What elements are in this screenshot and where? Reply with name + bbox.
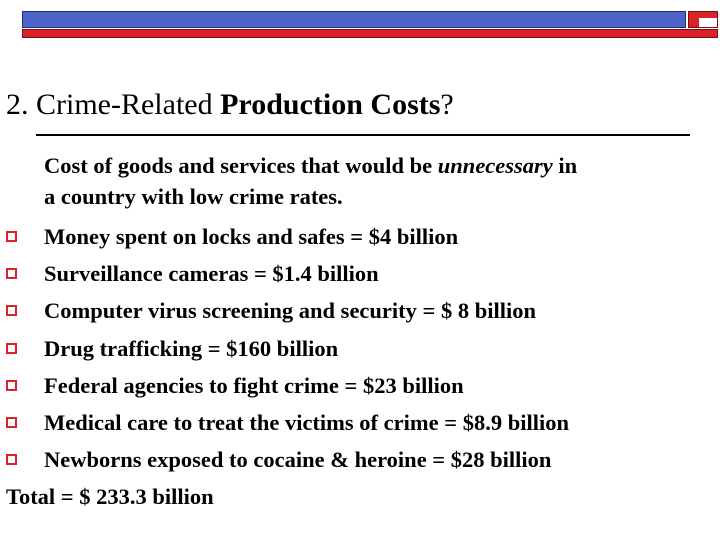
- total-line: Total = $ 233.3 billion: [6, 484, 214, 510]
- list-item: [0, 292, 720, 329]
- header-red-bar: [22, 29, 718, 38]
- hollow-square-bullet-icon: [6, 417, 17, 428]
- intro-line-1: [0, 150, 720, 181]
- hollow-square-bullet-icon: [6, 380, 17, 391]
- list-item: [0, 218, 720, 255]
- slide-title-plain: 2. Crime-Related: [6, 88, 221, 121]
- list-item-text: Drug trafficking = $160 billion: [44, 335, 339, 361]
- list-item: [0, 441, 720, 478]
- intro-text-post: in: [552, 153, 578, 178]
- list-item: [0, 255, 720, 292]
- title-underline: [36, 134, 690, 136]
- slide-title-bold: Production Costs: [220, 88, 441, 121]
- list-item-text: Federal agencies to fight crime = $23 billion: [44, 372, 464, 398]
- hollow-square-bullet-icon: [6, 343, 17, 354]
- intro-text-pre: Cost of goods and services that would be: [44, 153, 438, 178]
- list-item-text: Money spent on locks and safes = $4 billion: [44, 224, 459, 249]
- list-item: [0, 367, 720, 404]
- slide-title-end: ?: [440, 88, 454, 121]
- list-item-text: Medical care to treat the victims of crime = $8.9 billion: [44, 409, 569, 435]
- header-corner-block: [688, 11, 718, 28]
- slide-title: [6, 88, 454, 122]
- list-item: [0, 330, 720, 367]
- hollow-square-bullet-icon: [6, 268, 17, 279]
- intro-text-italic: unnecessary: [437, 153, 553, 178]
- list-item-text: Computer virus screening and security = $ 8 billion: [44, 298, 537, 324]
- hollow-square-bullet-icon: [6, 231, 17, 242]
- intro-line-2: a country with low crime rates.: [44, 184, 343, 209]
- list-item-text: Surveillance cameras = $1.4 billion: [44, 261, 379, 287]
- list-item-text: Newborns exposed to cocaine & heroine = $28 billion: [44, 447, 552, 473]
- header-blue-bar: [22, 11, 686, 28]
- hollow-square-bullet-icon: [6, 454, 17, 465]
- list-item: [0, 404, 720, 441]
- hollow-square-bullet-icon: [6, 305, 17, 316]
- slide-body: [0, 150, 720, 516]
